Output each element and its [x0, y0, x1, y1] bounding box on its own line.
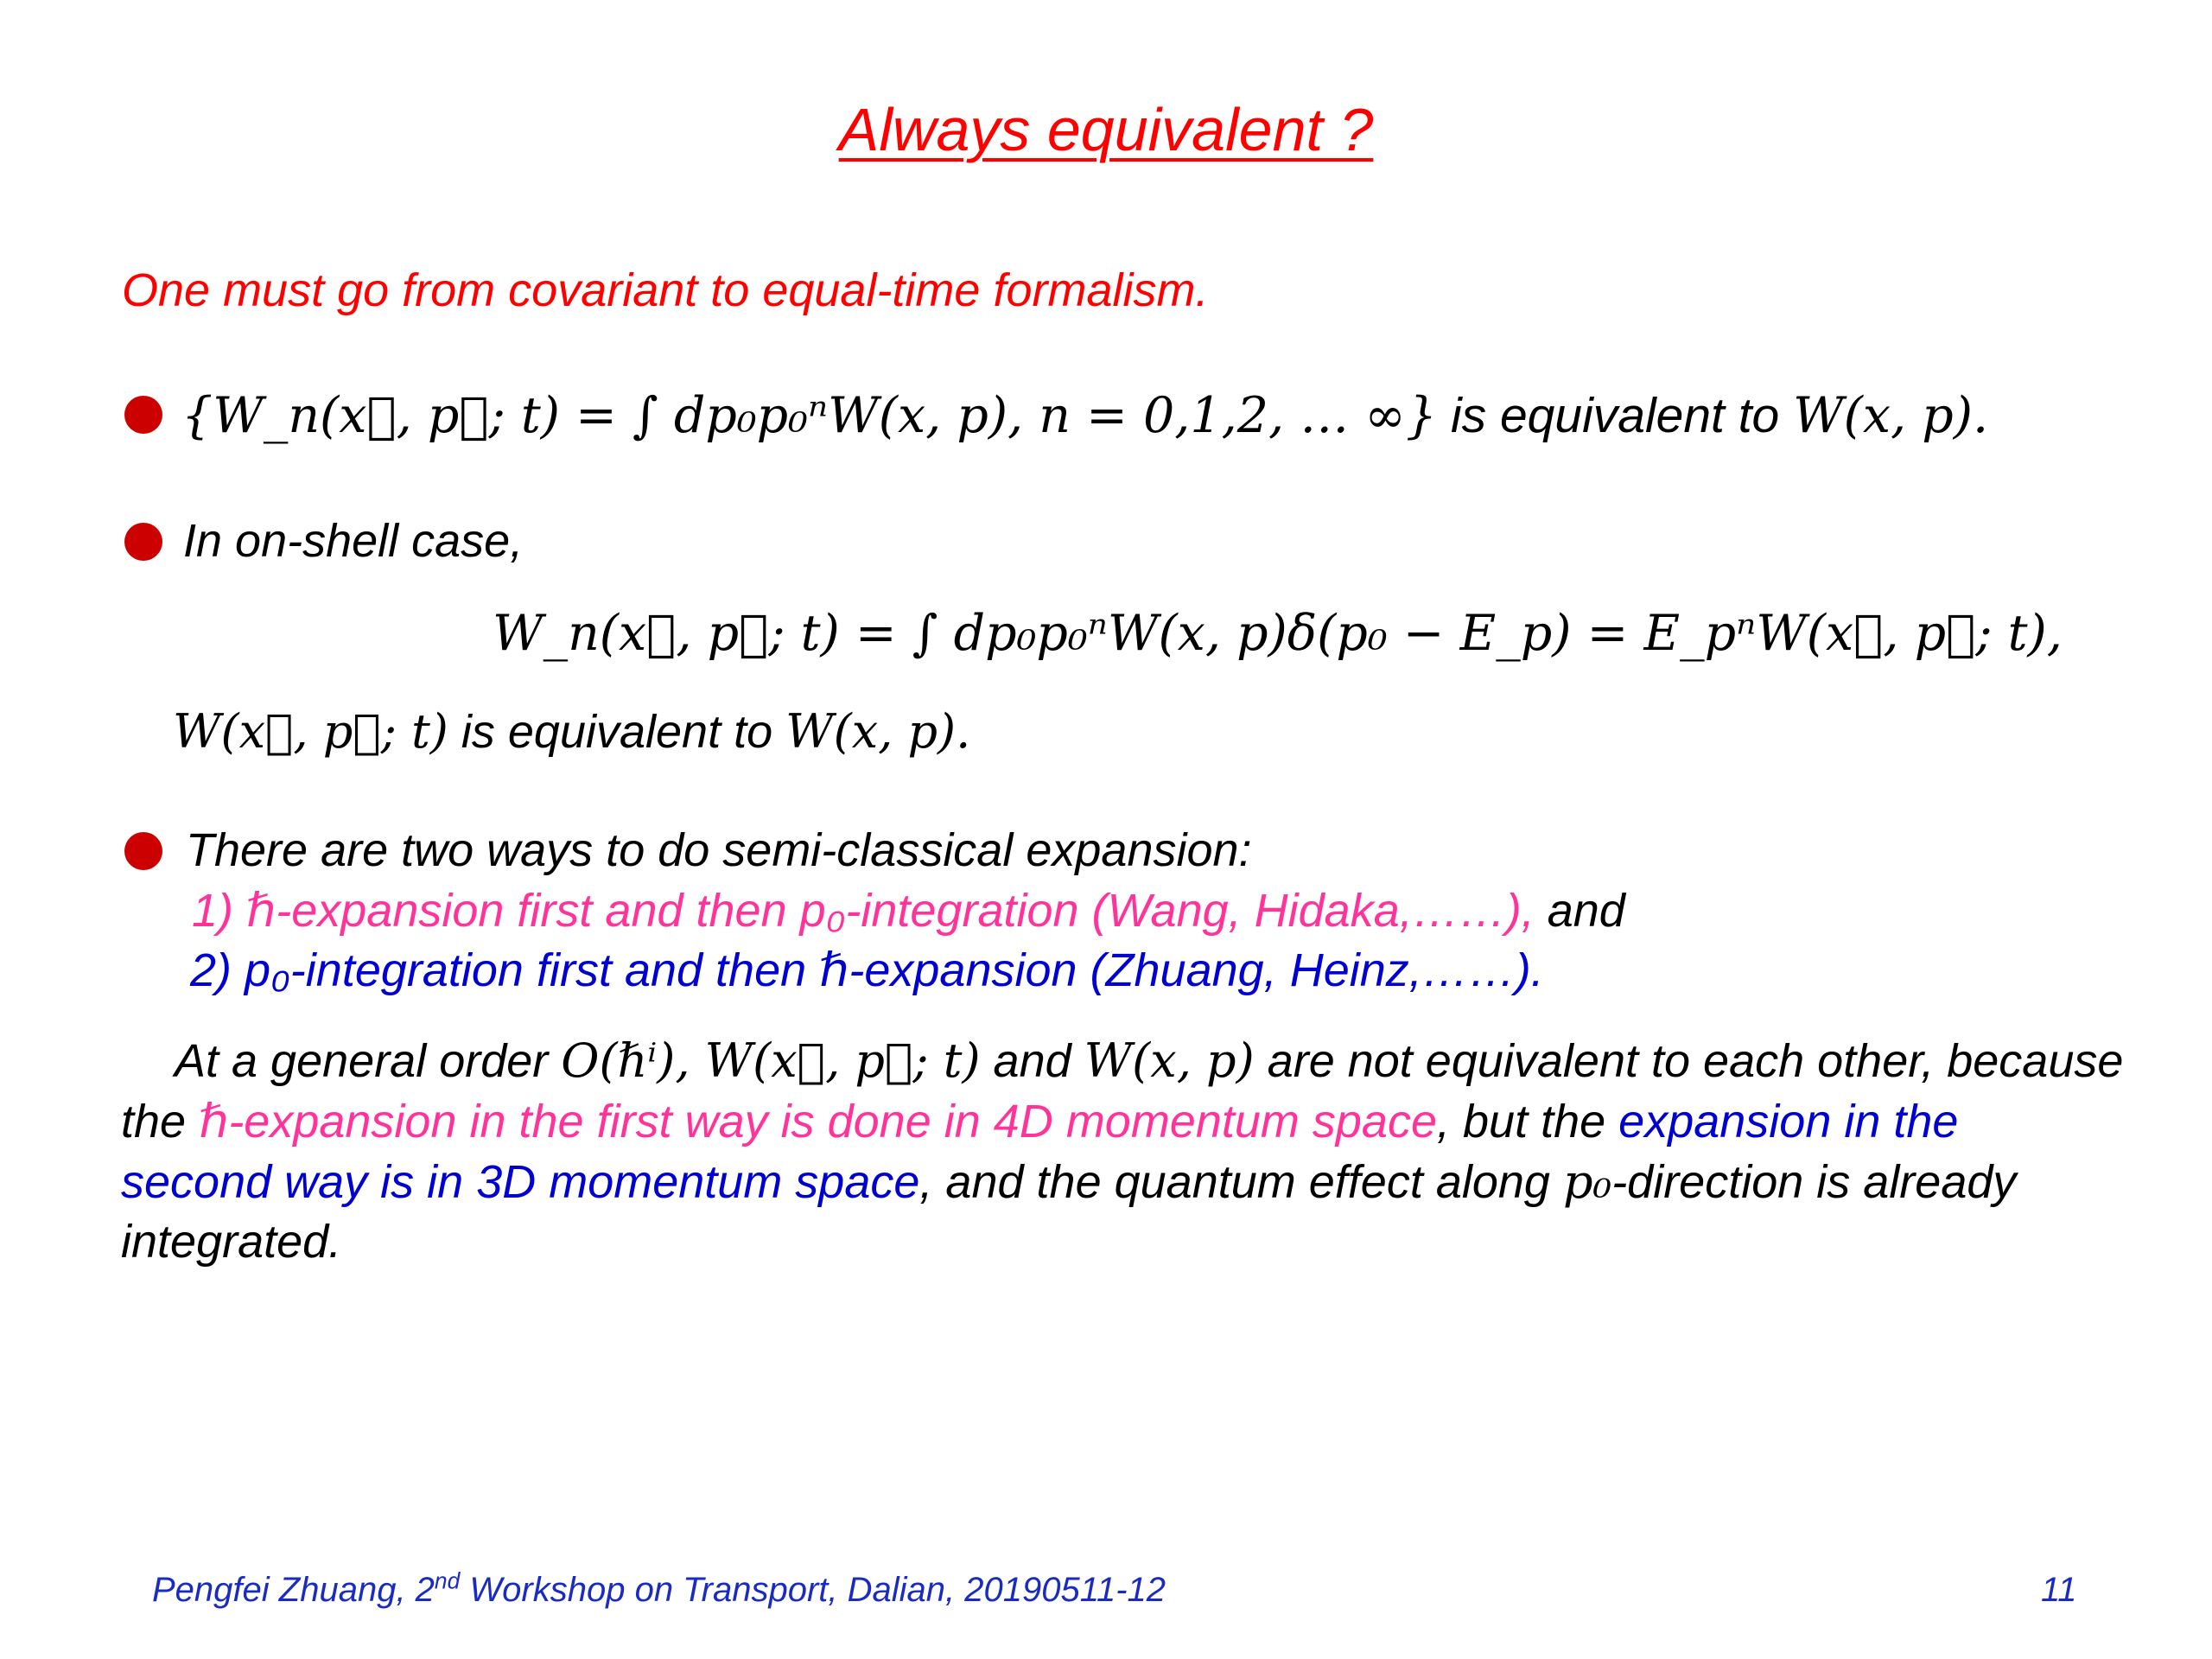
para-l3-b: -direction is already — [1611, 1156, 2017, 1208]
para-l3-a: , and the quantum effect along — [919, 1156, 1550, 1208]
slide-title: Always equivalent ? — [838, 96, 1374, 163]
para-l2-blue: expansion in the — [1618, 1096, 1959, 1147]
bullet-1 — [181, 387, 1988, 444]
para-l1-math-2: W(x, p) — [1084, 1033, 1255, 1088]
para-l2-pink: ℏ-expansion in the first way is done in 4D momentum space — [199, 1096, 1437, 1147]
bullet-3-text: There are two ways to do semi-classical expansion: — [186, 824, 1252, 876]
paragraph-line-3 — [121, 1154, 2016, 1209]
bullet-2-line-text: is equivalent to — [461, 706, 773, 758]
bullet-1-equation: {W_n(x⃗, p⃗; t) = ∫ dp₀p₀ⁿW(x, p), n = 0,1,2, … ∞} — [181, 387, 1438, 444]
bullet-2-equation: W_n(x⃗, p⃗; t) = ∫ dp₀p₀ⁿW(x, p)δ(p₀ − E_p) = E_pⁿW(x⃗, p⃗; t), — [493, 605, 2063, 662]
bullet-3-icon — [124, 832, 162, 870]
para-l1-a: At a general order — [175, 1035, 549, 1087]
footer-author — [152, 1567, 1166, 1610]
para-l3-math: p₀ — [1562, 1154, 1612, 1209]
page-number: 11 — [2041, 1571, 2077, 1609]
bullet-2-line-tail: W(x, p). — [785, 704, 971, 759]
footer-author-sup: nd — [434, 1567, 461, 1594]
footer-author-post: Workshop on Transport, Dalian, 20190511-12 — [460, 1571, 1166, 1609]
bullet-1-tail: W(x, p). — [1793, 387, 1989, 444]
para-l1-c: are not equivalent to each other, because — [1267, 1035, 2124, 1087]
para-l3-blue: second way is in 3D momentum space — [121, 1156, 920, 1208]
way-2-text: 2) p₀-integration first and then ℏ-expansion (Zhuang, Heinz,……). — [190, 944, 1544, 996]
bullet-2-text: In on-shell case, — [183, 515, 524, 567]
bullet-2-line-math: W(x⃗, p⃗; t) — [173, 704, 448, 759]
way-1-line — [192, 883, 1625, 938]
para-l2-a: the — [121, 1096, 187, 1147]
paragraph-line-4: integrated. — [121, 1216, 342, 1268]
footer-author-pre: Pengfei Zhuang, 2 — [152, 1571, 435, 1609]
paragraph-line-2 — [121, 1094, 1958, 1148]
para-l1-math-1: O(ℏⁱ), W(x⃗, p⃗; t) — [561, 1033, 981, 1088]
bullet-2-icon — [124, 523, 162, 561]
way-1-and: and — [1547, 885, 1625, 937]
paragraph-line-1 — [175, 1033, 2123, 1088]
bullet-1-text: is equivalent to — [1450, 388, 1780, 443]
para-l1-b: and — [993, 1035, 1071, 1087]
bullet-2-line — [173, 704, 970, 759]
bullet-1-icon — [124, 396, 162, 434]
intro-line: One must go from covariant to equal-time formalism. — [122, 264, 1209, 316]
para-l2-b: , but the — [1437, 1096, 1606, 1147]
way-1-text: 1) ℏ-expansion first and then p₀-integration (Wang, Hidaka,……), — [192, 885, 1535, 937]
